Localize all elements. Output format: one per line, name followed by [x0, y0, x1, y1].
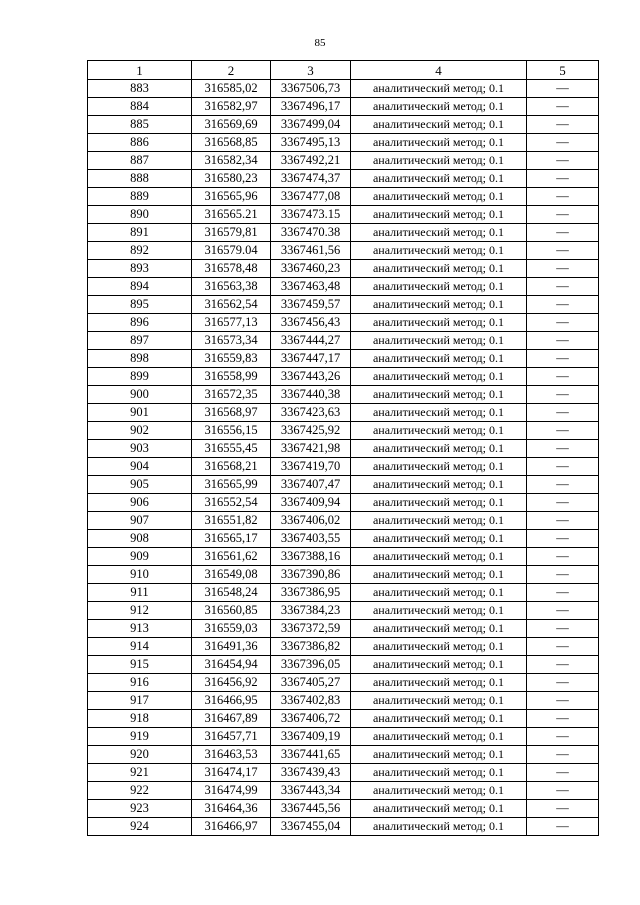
- table-row: [88, 782, 599, 800]
- x-coordinate-cell: 316565,96: [192, 188, 271, 206]
- note-cell: —: [527, 494, 599, 512]
- method-cell: аналитический метод; 0.1: [351, 638, 527, 656]
- y-coordinate-cell: 3367443,34: [271, 782, 351, 800]
- note-cell: —: [527, 440, 599, 458]
- method-cell: аналитический метод; 0.1: [351, 710, 527, 728]
- method-cell: аналитический метод; 0.1: [351, 692, 527, 710]
- x-coordinate-cell: 316569,69: [192, 116, 271, 134]
- method-cell: аналитический метод; 0.1: [351, 728, 527, 746]
- y-coordinate-cell: 3367444,27: [271, 332, 351, 350]
- note-cell: —: [527, 818, 599, 836]
- y-coordinate-cell: 3367386,82: [271, 638, 351, 656]
- method-cell: аналитический метод; 0.1: [351, 566, 527, 584]
- table-row: [88, 422, 599, 440]
- note-cell: —: [527, 746, 599, 764]
- page-number: 85: [314, 37, 326, 49]
- y-coordinate-cell: 3367441,65: [271, 746, 351, 764]
- point-number-cell: 890: [88, 206, 192, 224]
- y-coordinate-cell: 3367390,86: [271, 566, 351, 584]
- x-coordinate-cell: 316561,62: [192, 548, 271, 566]
- table-header-row: [88, 61, 599, 80]
- point-number-cell: 884: [88, 98, 192, 116]
- method-cell: аналитический метод; 0.1: [351, 206, 527, 224]
- note-cell: —: [527, 620, 599, 638]
- note-cell: —: [527, 530, 599, 548]
- y-coordinate-cell: 3367445,56: [271, 800, 351, 818]
- x-coordinate-cell: 316563,38: [192, 278, 271, 296]
- method-cell: аналитический метод; 0.1: [351, 800, 527, 818]
- y-coordinate-cell: 3367425,92: [271, 422, 351, 440]
- y-coordinate-cell: 3367384,23: [271, 602, 351, 620]
- note-cell: —: [527, 692, 599, 710]
- point-number-cell: 915: [88, 656, 192, 674]
- y-coordinate-cell: 3367477,08: [271, 188, 351, 206]
- x-coordinate-cell: 316559,03: [192, 620, 271, 638]
- table-row: [88, 170, 599, 188]
- point-number-cell: 883: [88, 80, 192, 98]
- table-row: [88, 296, 599, 314]
- x-coordinate-cell: 316565,17: [192, 530, 271, 548]
- method-cell: аналитический метод; 0.1: [351, 476, 527, 494]
- point-number-cell: 907: [88, 512, 192, 530]
- x-coordinate-cell: 316466,95: [192, 692, 271, 710]
- method-cell: аналитический метод; 0.1: [351, 260, 527, 278]
- table-row: [88, 620, 599, 638]
- table-row: [88, 674, 599, 692]
- y-coordinate-cell: 3367506,73: [271, 80, 351, 98]
- x-coordinate-cell: 316551,82: [192, 512, 271, 530]
- point-number-cell: 897: [88, 332, 192, 350]
- x-coordinate-cell: 316585,02: [192, 80, 271, 98]
- method-cell: аналитический метод; 0.1: [351, 386, 527, 404]
- note-cell: —: [527, 638, 599, 656]
- note-cell: —: [527, 206, 599, 224]
- y-coordinate-cell: 3367409,19: [271, 728, 351, 746]
- method-cell: аналитический метод; 0.1: [351, 422, 527, 440]
- point-number-cell: 913: [88, 620, 192, 638]
- note-cell: —: [527, 602, 599, 620]
- point-number-cell: 908: [88, 530, 192, 548]
- x-coordinate-cell: 316578,48: [192, 260, 271, 278]
- y-coordinate-cell: 3367463,48: [271, 278, 351, 296]
- column-header: 4: [351, 61, 527, 80]
- x-coordinate-cell: 316454,94: [192, 656, 271, 674]
- point-number-cell: 891: [88, 224, 192, 242]
- method-cell: аналитический метод; 0.1: [351, 278, 527, 296]
- note-cell: —: [527, 152, 599, 170]
- method-cell: аналитический метод; 0.1: [351, 314, 527, 332]
- method-cell: аналитический метод; 0.1: [351, 656, 527, 674]
- point-number-cell: 892: [88, 242, 192, 260]
- x-coordinate-cell: 316556,15: [192, 422, 271, 440]
- y-coordinate-cell: 3367372,59: [271, 620, 351, 638]
- y-coordinate-cell: 3367461,56: [271, 242, 351, 260]
- y-coordinate-cell: 3367419,70: [271, 458, 351, 476]
- point-number-cell: 886: [88, 134, 192, 152]
- column-header: 2: [192, 61, 271, 80]
- y-coordinate-cell: 3367403,55: [271, 530, 351, 548]
- x-coordinate-cell: 316558,99: [192, 368, 271, 386]
- table-row: [88, 260, 599, 278]
- y-coordinate-cell: 3367396,05: [271, 656, 351, 674]
- y-coordinate-cell: 3367456,43: [271, 314, 351, 332]
- note-cell: —: [527, 116, 599, 134]
- method-cell: аналитический метод; 0.1: [351, 188, 527, 206]
- table-row: [88, 602, 599, 620]
- method-cell: аналитический метод; 0.1: [351, 494, 527, 512]
- method-cell: аналитический метод; 0.1: [351, 602, 527, 620]
- column-header: 5: [527, 61, 599, 80]
- point-number-cell: 888: [88, 170, 192, 188]
- table-row: [88, 242, 599, 260]
- y-coordinate-cell: 3367439,43: [271, 764, 351, 782]
- point-number-cell: 924: [88, 818, 192, 836]
- x-coordinate-cell: 316491,36: [192, 638, 271, 656]
- y-coordinate-cell: 3367409,94: [271, 494, 351, 512]
- x-coordinate-cell: 316565,99: [192, 476, 271, 494]
- point-number-cell: 912: [88, 602, 192, 620]
- y-coordinate-cell: 3367470.38: [271, 224, 351, 242]
- y-coordinate-cell: 3367386,95: [271, 584, 351, 602]
- method-cell: аналитический метод; 0.1: [351, 332, 527, 350]
- note-cell: —: [527, 314, 599, 332]
- table-row: [88, 476, 599, 494]
- y-coordinate-cell: 3367459,57: [271, 296, 351, 314]
- method-cell: аналитический метод; 0.1: [351, 764, 527, 782]
- point-number-cell: 911: [88, 584, 192, 602]
- point-number-cell: 922: [88, 782, 192, 800]
- y-coordinate-cell: 3367460,23: [271, 260, 351, 278]
- note-cell: —: [527, 296, 599, 314]
- table-row: [88, 548, 599, 566]
- table-row: [88, 134, 599, 152]
- method-cell: аналитический метод; 0.1: [351, 350, 527, 368]
- table-row: [88, 512, 599, 530]
- x-coordinate-cell: 316549,08: [192, 566, 271, 584]
- point-number-cell: 921: [88, 764, 192, 782]
- y-coordinate-cell: 3367406,72: [271, 710, 351, 728]
- table-row: [88, 584, 599, 602]
- table-row: [88, 638, 599, 656]
- method-cell: аналитический метод; 0.1: [351, 134, 527, 152]
- y-coordinate-cell: 3367455,04: [271, 818, 351, 836]
- note-cell: —: [527, 170, 599, 188]
- x-coordinate-cell: 316580,23: [192, 170, 271, 188]
- note-cell: —: [527, 476, 599, 494]
- table-row: [88, 206, 599, 224]
- note-cell: —: [527, 350, 599, 368]
- table-row: [88, 566, 599, 584]
- point-number-cell: 898: [88, 350, 192, 368]
- method-cell: аналитический метод; 0.1: [351, 224, 527, 242]
- table-row: [88, 368, 599, 386]
- point-number-cell: 918: [88, 710, 192, 728]
- method-cell: аналитический метод; 0.1: [351, 674, 527, 692]
- note-cell: —: [527, 764, 599, 782]
- x-coordinate-cell: 316467,89: [192, 710, 271, 728]
- point-number-cell: 909: [88, 548, 192, 566]
- note-cell: —: [527, 566, 599, 584]
- point-number-cell: 889: [88, 188, 192, 206]
- point-number-cell: 901: [88, 404, 192, 422]
- table-row: [88, 692, 599, 710]
- x-coordinate-cell: 316568,97: [192, 404, 271, 422]
- table-row: [88, 350, 599, 368]
- y-coordinate-cell: 3367421,98: [271, 440, 351, 458]
- note-cell: —: [527, 260, 599, 278]
- table-row: [88, 494, 599, 512]
- method-cell: аналитический метод; 0.1: [351, 530, 527, 548]
- method-cell: аналитический метод; 0.1: [351, 584, 527, 602]
- note-cell: —: [527, 80, 599, 98]
- note-cell: —: [527, 368, 599, 386]
- column-header: 1: [88, 61, 192, 80]
- x-coordinate-cell: 316552,54: [192, 494, 271, 512]
- x-coordinate-cell: 316559,83: [192, 350, 271, 368]
- table-row: [88, 314, 599, 332]
- x-coordinate-cell: 316456,92: [192, 674, 271, 692]
- y-coordinate-cell: 3367402,83: [271, 692, 351, 710]
- method-cell: аналитический метод; 0.1: [351, 80, 527, 98]
- y-coordinate-cell: 3367499,04: [271, 116, 351, 134]
- method-cell: аналитический метод; 0.1: [351, 458, 527, 476]
- y-coordinate-cell: 3367495,13: [271, 134, 351, 152]
- note-cell: —: [527, 224, 599, 242]
- point-number-cell: 910: [88, 566, 192, 584]
- x-coordinate-cell: 316466,97: [192, 818, 271, 836]
- note-cell: —: [527, 386, 599, 404]
- point-number-cell: 893: [88, 260, 192, 278]
- table-row: [88, 116, 599, 134]
- point-number-cell: 900: [88, 386, 192, 404]
- method-cell: аналитический метод; 0.1: [351, 152, 527, 170]
- note-cell: —: [527, 242, 599, 260]
- note-cell: —: [527, 458, 599, 476]
- table-row: [88, 152, 599, 170]
- x-coordinate-cell: 316562,54: [192, 296, 271, 314]
- point-number-cell: 896: [88, 314, 192, 332]
- note-cell: —: [527, 188, 599, 206]
- note-cell: —: [527, 134, 599, 152]
- method-cell: аналитический метод; 0.1: [351, 98, 527, 116]
- method-cell: аналитический метод; 0.1: [351, 296, 527, 314]
- x-coordinate-cell: 316474,99: [192, 782, 271, 800]
- note-cell: —: [527, 728, 599, 746]
- x-coordinate-cell: 316565.21: [192, 206, 271, 224]
- x-coordinate-cell: 316572,35: [192, 386, 271, 404]
- table-row: [88, 458, 599, 476]
- y-coordinate-cell: 3367406,02: [271, 512, 351, 530]
- method-cell: аналитический метод; 0.1: [351, 368, 527, 386]
- y-coordinate-cell: 3367440,38: [271, 386, 351, 404]
- point-number-cell: 903: [88, 440, 192, 458]
- x-coordinate-cell: 316577,13: [192, 314, 271, 332]
- y-coordinate-cell: 3367388,16: [271, 548, 351, 566]
- table-row: [88, 746, 599, 764]
- table-row: [88, 188, 599, 206]
- note-cell: —: [527, 710, 599, 728]
- table-row: [88, 98, 599, 116]
- y-coordinate-cell: 3367407,47: [271, 476, 351, 494]
- x-coordinate-cell: 316474,17: [192, 764, 271, 782]
- point-number-cell: 905: [88, 476, 192, 494]
- table-row: [88, 224, 599, 242]
- method-cell: аналитический метод; 0.1: [351, 548, 527, 566]
- note-cell: —: [527, 800, 599, 818]
- y-coordinate-cell: 3367473.15: [271, 206, 351, 224]
- table-row: [88, 764, 599, 782]
- y-coordinate-cell: 3367496,17: [271, 98, 351, 116]
- table-row: [88, 710, 599, 728]
- note-cell: —: [527, 98, 599, 116]
- note-cell: —: [527, 278, 599, 296]
- point-number-cell: 906: [88, 494, 192, 512]
- point-number-cell: 885: [88, 116, 192, 134]
- note-cell: —: [527, 548, 599, 566]
- point-number-cell: 899: [88, 368, 192, 386]
- y-coordinate-cell: 3367447,17: [271, 350, 351, 368]
- note-cell: —: [527, 422, 599, 440]
- note-cell: —: [527, 404, 599, 422]
- method-cell: аналитический метод; 0.1: [351, 440, 527, 458]
- x-coordinate-cell: 316579,81: [192, 224, 271, 242]
- point-number-cell: 887: [88, 152, 192, 170]
- method-cell: аналитический метод; 0.1: [351, 170, 527, 188]
- x-coordinate-cell: 316582,34: [192, 152, 271, 170]
- note-cell: —: [527, 782, 599, 800]
- method-cell: аналитический метод; 0.1: [351, 512, 527, 530]
- y-coordinate-cell: 3367474,37: [271, 170, 351, 188]
- note-cell: —: [527, 332, 599, 350]
- y-coordinate-cell: 3367405,27: [271, 674, 351, 692]
- method-cell: аналитический метод; 0.1: [351, 782, 527, 800]
- table-row: [88, 800, 599, 818]
- column-header: 3: [271, 61, 351, 80]
- x-coordinate-cell: 316555,45: [192, 440, 271, 458]
- x-coordinate-cell: 316579.04: [192, 242, 271, 260]
- x-coordinate-cell: 316560,85: [192, 602, 271, 620]
- x-coordinate-cell: 316464,36: [192, 800, 271, 818]
- x-coordinate-cell: 316548,24: [192, 584, 271, 602]
- point-number-cell: 919: [88, 728, 192, 746]
- y-coordinate-cell: 3367492,21: [271, 152, 351, 170]
- method-cell: аналитический метод; 0.1: [351, 818, 527, 836]
- table-row: [88, 440, 599, 458]
- point-number-cell: 895: [88, 296, 192, 314]
- note-cell: —: [527, 584, 599, 602]
- table-row: [88, 332, 599, 350]
- x-coordinate-cell: 316568,21: [192, 458, 271, 476]
- method-cell: аналитический метод; 0.1: [351, 404, 527, 422]
- table-row: [88, 818, 599, 836]
- table-row: [88, 386, 599, 404]
- x-coordinate-cell: 316582,97: [192, 98, 271, 116]
- point-number-cell: 917: [88, 692, 192, 710]
- point-number-cell: 904: [88, 458, 192, 476]
- table-row: [88, 656, 599, 674]
- note-cell: —: [527, 674, 599, 692]
- x-coordinate-cell: 316573,34: [192, 332, 271, 350]
- point-number-cell: 916: [88, 674, 192, 692]
- method-cell: аналитический метод; 0.1: [351, 116, 527, 134]
- method-cell: аналитический метод; 0.1: [351, 746, 527, 764]
- method-cell: аналитический метод; 0.1: [351, 620, 527, 638]
- point-number-cell: 914: [88, 638, 192, 656]
- table-row: [88, 728, 599, 746]
- y-coordinate-cell: 3367443,26: [271, 368, 351, 386]
- table-row: [88, 278, 599, 296]
- x-coordinate-cell: 316568,85: [192, 134, 271, 152]
- table-row: [88, 80, 599, 98]
- note-cell: —: [527, 512, 599, 530]
- method-cell: аналитический метод; 0.1: [351, 242, 527, 260]
- point-number-cell: 920: [88, 746, 192, 764]
- point-number-cell: 923: [88, 800, 192, 818]
- x-coordinate-cell: 316463,53: [192, 746, 271, 764]
- x-coordinate-cell: 316457,71: [192, 728, 271, 746]
- table-row: [88, 404, 599, 422]
- coordinates-table: [87, 60, 599, 836]
- y-coordinate-cell: 3367423,63: [271, 404, 351, 422]
- point-number-cell: 894: [88, 278, 192, 296]
- point-number-cell: 902: [88, 422, 192, 440]
- note-cell: —: [527, 656, 599, 674]
- table-row: [88, 530, 599, 548]
